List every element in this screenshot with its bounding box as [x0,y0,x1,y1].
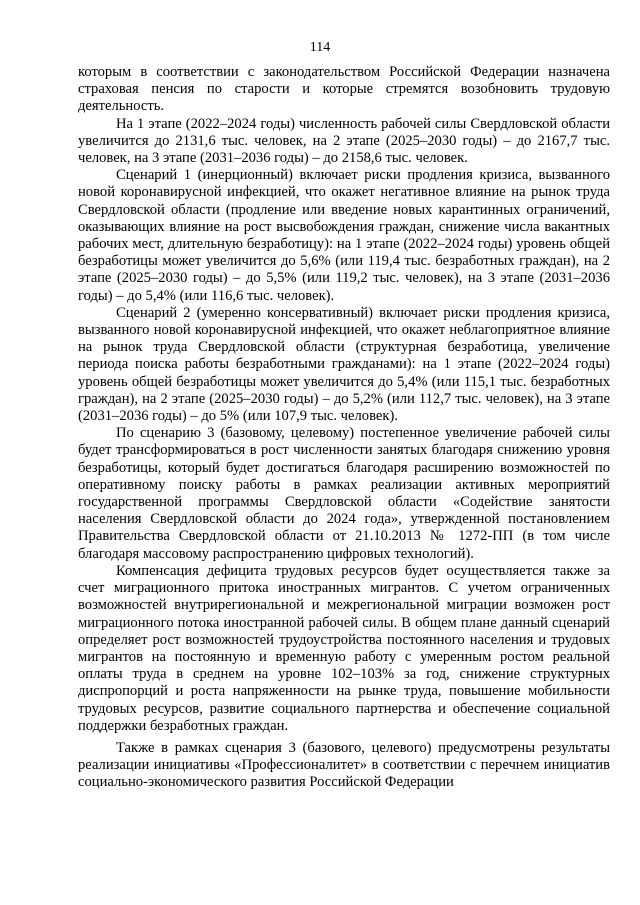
paragraph-migration: Компенсация дефицита трудовых ресурсов будет осуществляется также за счет миграционного притока иностранных мигрантов. С учетом ограниченных возможностей внутрирегиональной и межрегиональной миграции возможен рост миграционного потока иностранной рабочей силы. В общем плане данный сценарий определяет рост возможностей трудоустройства постоянного населения и трудовых мигрантов на постоянную и временную работу с умеренным ростом реальной оплаты труда в среднем на уровне 102–103% за год, снижение структурных диспропорций и роста напряженности на рынке труда, повышение мобильности трудовых ресурсов, развитие социального партнерства и обеспечение социальной поддержки безработных граждан. [78,562,610,734]
body-text [78,64,610,792]
paragraph-scenario-3: По сценарию 3 (базовому, целевому) постепенное увеличение рабочей силы будет трансформироваться в рост численности занятых благодаря снижению уровня безработицы, который будет достигаться благодаря расширению возможностей по оперативному поиску работы в рамках реализации активных мероприятий государственной программы Свердловской области «Содействие занятости населения Свердловской области до 2024 года», утвержденной постановлением Правительства Свердловской области от 21.10.2013 № 1272-ПП (в том числе благодаря массовому распространению цифровых технологий). [78,425,610,562]
paragraph-scenario-2: Сценарий 2 (умеренно консервативный) включает риски продления кризиса, вызванного новой коронавирусной инфекцией, что окажет неблагоприятное влияние на рынок труда Свердловской области (структурная безработица, увеличение периода поиска работы безработными гражданами): на 1 этапе (2022–2024 годы) уровень общей безработицы может увеличится до 5,4% (или 115,1 тыс. безработных граждан), на 2 этапе (2025–2030 годы) – до 5,2% (или 112,7 тыс. человек), на 3 этапе (2031–2036 годы) – до 5% (или 107,9 тыс. человек). [78,304,610,425]
paragraph-scenario-1: Сценарий 1 (инерционный) включает риски продления кризиса, вызванного новой коронавирусной инфекцией, что окажет негативное влияние на рынок труда Свердловской области (продление или введение новых карантинных ограничений, оказывающих влияние на рост высвобождения граждан, снижение числа вакантных рабочих мест, длительную безработицу): на 1 этапе (2022–2024 годы) уровень общей безработицы может увеличится до 5,6% (или 119,4 тыс. безработных граждан), на 2 этапе (2025–2030 годы) – до 5,5% (или 119,2 тыс. человек), на 3 этапе (2031–2036 годы) – до 5,4% (или 116,6 тыс. человек). [78,167,610,304]
page-number: 114 [309,40,331,55]
paragraph-labor-force: На 1 этапе (2022–2024 годы) численность рабочей силы Свердловской области увеличится до 2131,6 тыс. человек, на 2 этапе (2025–2030 годы) – до 2167,7 тыс. человек, на 3 этапе (2031–2036 годы) – до 2158,6 тыс. человек. [78,115,610,167]
paragraph-continuation: которым в соответствии с законодательством Российской Федерации назначена страховая пенсия по старости и которые стремятся возобновить трудовую деятельность. [78,64,610,115]
paragraph-professionalitet: Также в рамках сценария 3 (базового, целевого) предусмотрены результаты реализации инициативы «Профессионалитет» в соответствии с перечнем инициатив социально-экономического развития Российской Федерации [78,739,610,791]
